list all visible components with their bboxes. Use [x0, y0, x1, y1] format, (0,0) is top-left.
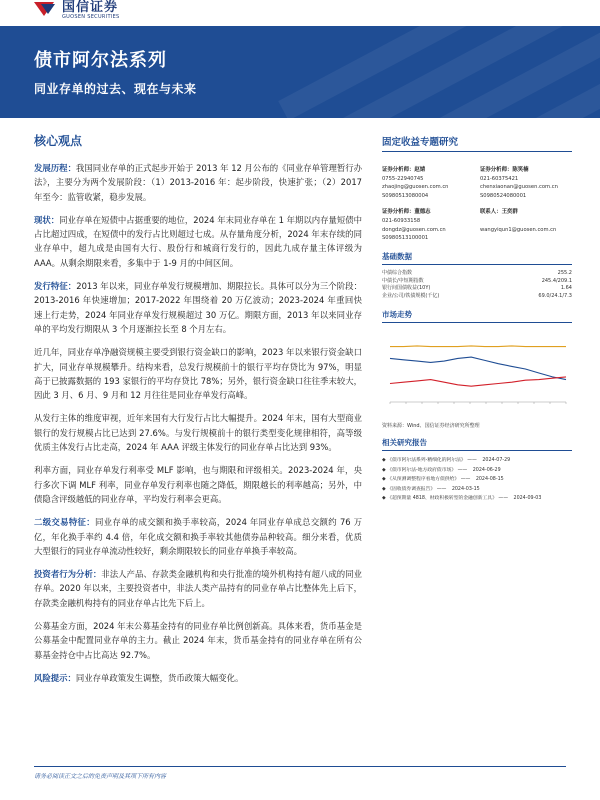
- related-date: 2024-07-29: [482, 457, 511, 463]
- analyst-contact: S0980513080004: [382, 192, 429, 199]
- analyst-title: 证券分析师：陈笑楠: [480, 167, 529, 173]
- paragraph-text: 近几年，同业存单净融资规模主要受到银行资金缺口的影响，2023 年以来银行资金缺口扩大，同业存单规模攀升。结构来看，总发行规模前十的银行平均存贷比为 97%，明显高于已披露数据的 193 家银行的平均存贷比 78%；另外，银行资金缺口往往季末较大，因此 3 月、6 月、9 月和 12 月往往是同业存单发行高峰。: [34, 347, 362, 401]
- paragraph-keyword: 投资者行为分析：: [34, 569, 102, 580]
- related-research-item[interactable]: [382, 456, 572, 466]
- related-research-item[interactable]: [382, 475, 572, 485]
- report-series-title: 债市阿尔法系列: [34, 50, 167, 71]
- paragraph-text: 公募基金方面，2024 年末公募基金持有的同业存单比例创新高。具体来看，货币基金是公募基金中配置同业存单的主力。截止 2024 年末，货币基金持有的同业存单在所有公募基金持仓中占比高达 92.7%。: [34, 621, 362, 660]
- basic-data-value: 245.4/209.1: [541, 277, 572, 284]
- sidebar: [382, 134, 572, 504]
- company-logo: [34, 0, 120, 20]
- related-title[interactable]: ◆ 《债市阿尔法-地方政府债市场》 ——: [382, 467, 469, 473]
- related-research-item[interactable]: [382, 494, 572, 504]
- core-paragraph: [34, 463, 362, 506]
- core-views-heading: 核心观点: [34, 134, 83, 148]
- analyst-contact: 021-60375421: [480, 175, 519, 182]
- paragraph-text: 从发行主体的维度审视，近年来国有大行发行占比大幅提升。2024 年末，国有大型商业银行的发行规模占比已达到 27.6%。与发行规模前十的银行类型变化规律相符，高等级优质主体发行占比走高，2024 年 AAA 评级主体发行的同业存单占比达到 93%。: [34, 413, 362, 453]
- core-views: [34, 132, 362, 694]
- analyst-contact: [480, 217, 572, 226]
- core-paragraph: [34, 345, 362, 402]
- basic-data-label: 企业/公司/铁债规模(千亿): [382, 293, 440, 300]
- related-research-item[interactable]: [382, 466, 572, 476]
- market-trend-chart: [382, 328, 572, 422]
- related-research-item[interactable]: [382, 485, 572, 495]
- paragraph-keyword: 发展历程：: [34, 163, 76, 173]
- chart-source: 资料来源：Wind、国信证券经济研究所整理: [382, 422, 480, 429]
- related-date: 2024-03-15: [451, 486, 480, 492]
- analyst-contact: chenxiaonan@guosen.com.cn: [480, 184, 558, 191]
- sidebar-heading: 固定收益专题研究: [382, 134, 572, 152]
- basic-data-value: 1.64: [560, 285, 572, 292]
- core-paragraph: [34, 411, 362, 454]
- logo-name-en: GUOSEN SECURITIES: [62, 13, 120, 20]
- core-paragraph: [34, 213, 362, 270]
- analyst-contact: 0755-22940745: [382, 175, 424, 182]
- core-paragraph: [34, 515, 362, 558]
- basic-data-heading: 基础数据: [382, 251, 572, 265]
- related-research-list: [382, 456, 572, 504]
- core-paragraph: [34, 619, 362, 662]
- related-date: 2024-09-03: [513, 496, 542, 502]
- related-date: 2024-06-29: [472, 467, 501, 473]
- basic-data-value: 255.2: [557, 269, 572, 276]
- related-title[interactable]: ◆ 《固收债券调查报告》 ——: [382, 486, 448, 492]
- core-paragraph: [34, 567, 362, 610]
- footer-divider: [34, 766, 566, 767]
- analyst-card: [382, 166, 474, 200]
- paragraph-text: 同业存单政策发生调整，货币政策大幅变化。: [75, 672, 244, 683]
- paragraph-text: 同业存单的成交额和换手率较高，2024 年同业存单成总交额约 76 万亿，年化换手率约 4.4 倍，年化成交额和换手率较其他债券品种较高。细分来看，优质大型银行的同业存单流动性较好，剩余期限较长的同业存单换手率较高。: [34, 517, 362, 556]
- chart-series-line-1: [390, 377, 566, 386]
- market-trend-heading: 市场走势: [382, 309, 572, 323]
- basic-data-row: [382, 270, 572, 278]
- paragraph-text: 2013 年以来，同业存单发行规模增加、期限拉长。具体可以分为三个阶段：2013-2016 年快速增加；2017-2022 年围绕着 20 万亿波动；2023-2024 年重回快速上行走势，2024 年同业存单发行规模超过 30 万亿。期限方面，2013 年以来同业存单的平均发行期限从 3 个月逐渐拉长至 8 个月左右。: [34, 281, 362, 334]
- basic-data-label: 中债综合指数: [382, 269, 413, 276]
- analyst-card: [480, 166, 572, 200]
- paragraph-text: 同业存单在短债中占据重要的地位，2024 年末同业存单在 1 年期以内存量短债中占比超过四成，在短债中的发行占比则超过七成。从存量角度分析，2024 年末存续的同业存单中，超九成是由国有大行、股份行和城商行发行的，因此九成存量主体评级为 AAA。从剩余期限来看，多集中于 1-9 月的中间区间。: [34, 214, 362, 268]
- basic-data-row: [382, 293, 572, 301]
- analyst-contact: S0980524080001: [480, 192, 527, 199]
- core-paragraph: [34, 279, 362, 336]
- paragraph-text: 利率方面，同业存单发行利率受 MLF 影响，也与期限和评级相关。2023-2024 年，央行多次下调 MLF 利率，同业存单发行利率也随之降低，期限越长的利率越高；另外，中债隐含评级越低的同业存单，平均发行利率会更高。: [34, 465, 362, 504]
- analyst-title: 证券分析师：董德志: [382, 209, 431, 216]
- basic-data-table: [382, 270, 572, 301]
- paragraph-keyword: 风险提示：: [34, 672, 76, 683]
- related-title[interactable]: ◆ 《超预期量 4818、财政积极转型的金融创新工具》 ——: [382, 496, 510, 502]
- analyst-card: [480, 208, 572, 242]
- paragraph-keyword: 发行特征：: [34, 281, 77, 292]
- title-banner: [0, 26, 600, 118]
- basic-data-label: 中债长/中短期指数: [382, 277, 424, 284]
- related-date: 2024-08-15: [475, 477, 504, 483]
- analyst-contact: 021-60933158: [382, 217, 421, 224]
- paragraph-text: 非法人产品、存款类金融机构和央行批准的境外机构持有超八成的同业存单。2020 年以来，主要投资者中，非法人类产品持有的同业存单占比整体先上后下，存款类金融机构持有的同业存单占比先下后上。: [34, 569, 363, 608]
- analyst-title: 联系人：王奕群: [480, 209, 518, 216]
- analyst-title: 证券分析师：赵婧: [382, 167, 426, 173]
- related-title[interactable]: ◆ 《从预测调整程序看地方债供给》 ——: [382, 477, 472, 483]
- core-paragraph: [34, 671, 362, 685]
- basic-data-row: [382, 285, 572, 293]
- analyst-contact: wangyiqun1@guosen.com.cn: [480, 226, 557, 233]
- basic-data-value: 69.0/24.1/7.3: [538, 293, 572, 300]
- analyst-contact: [480, 234, 572, 243]
- chart-series-line-0: [390, 357, 566, 380]
- logo-mark-icon: [34, 2, 56, 18]
- basic-data-label: 银行间国债收益(10Y): [382, 285, 431, 292]
- market-trend-svg: [382, 328, 572, 422]
- paragraph-text: 我国同业存单的正式起步开始于 2013 年 12 月公布的《同业存单管理暂行办法》，主要分为两个发展阶段：（1）2013-2016 年：起步阶段，快速扩张；（2）2017 年至今：监管收紧，稳步发展。: [34, 163, 363, 202]
- related-title[interactable]: ◆ 《债市阿尔法系列-精细化的阿尔法》 ——: [382, 457, 479, 463]
- paragraph-keyword: 现状：: [34, 214, 60, 225]
- core-paragraph: [34, 161, 362, 204]
- analyst-card: [382, 208, 474, 242]
- logo-name: 国信证券: [62, 0, 119, 15]
- analyst-contact: S0980513100001: [382, 235, 429, 242]
- analyst-list: [382, 166, 572, 243]
- analyst-contact: dongdz@guosen.com.cn: [382, 226, 446, 233]
- report-title: 同业存单的过去、现在与未来: [34, 82, 197, 96]
- related-research-heading: 相关研究报告: [382, 437, 572, 451]
- paragraph-keyword: 二级交易特征：: [34, 517, 95, 528]
- chart-series-line-2: [390, 346, 566, 347]
- footer-disclaimer: 请务必阅读正文之后的免责声明及其项下所有内容: [34, 773, 167, 780]
- analyst-contact: zhaojing@guosen.com.cn: [382, 184, 449, 191]
